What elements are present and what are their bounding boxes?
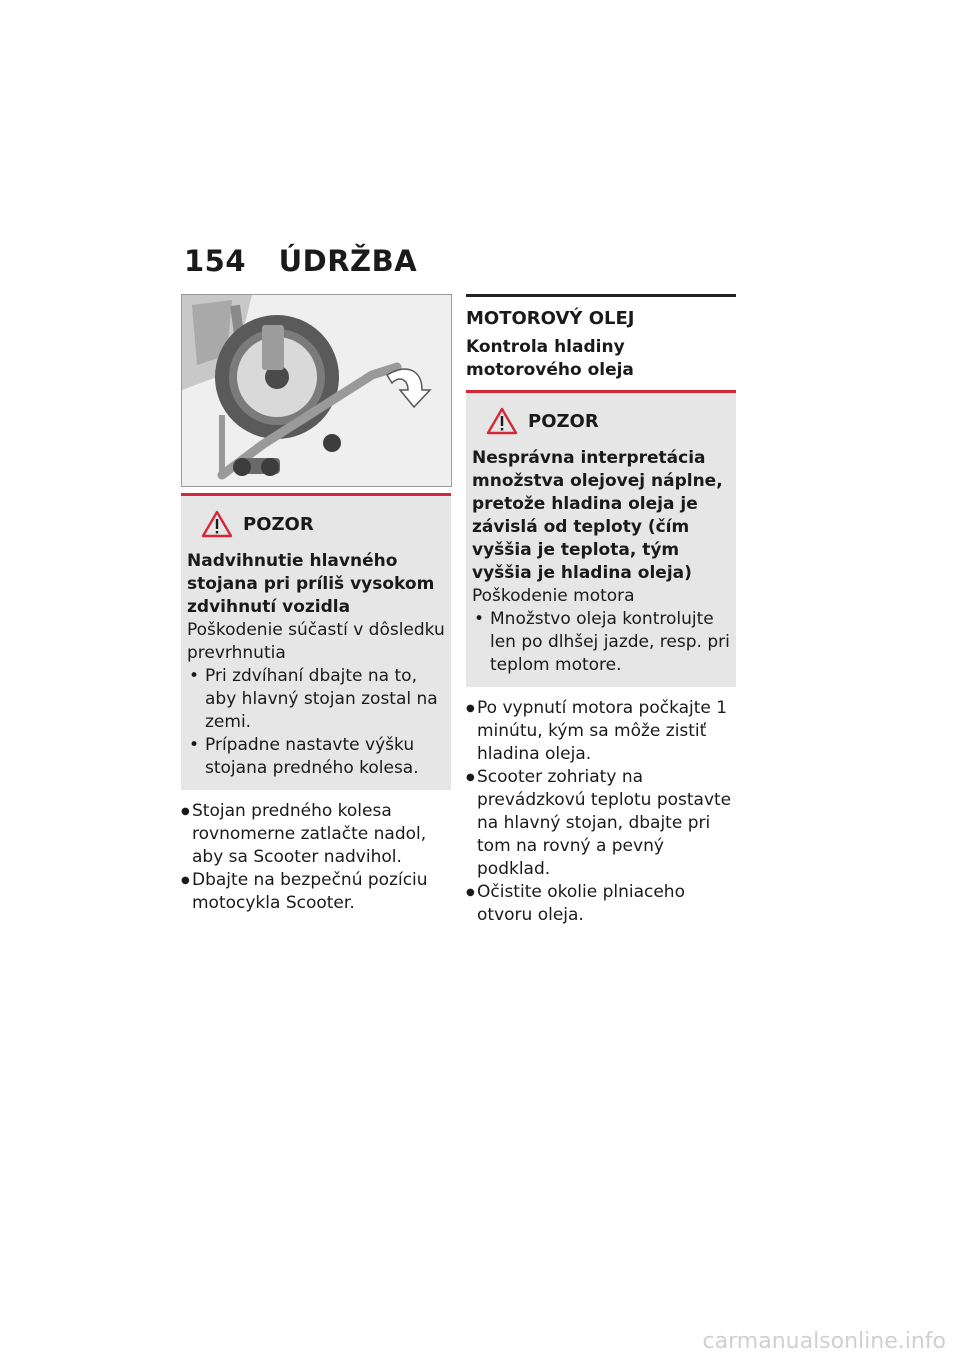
warning-triangle-icon [201,510,233,538]
page-number: 154 [184,244,247,278]
section-title: MOTOROVÝ OLEJ [466,294,736,330]
warning-heading: Nadvihnutie hlavného stojana pri príliš vysokom zdvihnutí vozidla [187,551,435,617]
step-list [181,800,451,915]
warning-title [201,510,445,538]
warning-box-oil [466,390,736,687]
chapter-title: ÚDRŽBA [278,244,418,278]
warning-consequence: Poškodenie motora [472,586,635,606]
step-list [466,697,736,927]
warning-box-stand [181,493,451,790]
warning-heading: Nesprávna interpretácia množstva olejovej náplne, pretože hladina oleja je závislá od teploty (čím vyššia je teplota, tým vyššia je hladina oleja) [472,448,723,583]
scooter-front-wheel-stand-image [182,295,451,486]
list-item: ● Stojan predného kolesa rovnomerne zatlačte nadol, aby sa Scooter nadvihol. [181,800,451,869]
list-item: ● Dbajte na bezpečnú pozíciu motocykla Scooter. [181,869,451,915]
list-item: ● Očistite okolie plniaceho otvoru oleja. [466,881,736,927]
warning-bullet-list [187,665,445,780]
warning-consequence: Poškodenie súčastí v dôsledku prevrhnutia [187,620,445,663]
right-column [466,294,736,927]
warning-bullet: • Pri zdvíhaní dbajte na to, aby hlavný stojan zostal na zemi. [187,665,445,734]
page-header [184,244,417,278]
warning-title [486,407,730,435]
warning-label: POZOR [528,410,599,432]
list-item: ● Po vypnutí motora počkajte 1 minútu, kým sa môže zistiť hladina oleja. [466,697,736,766]
front-stand-illustration [181,294,452,487]
left-column [181,493,451,915]
warning-bullet: • Prípadne nastavte výšku stojana predného kolesa. [187,734,445,780]
watermark-link[interactable]: carmanualsonline.info [702,1329,946,1354]
warning-triangle-icon [486,407,518,435]
warning-bullet: • Množstvo oleja kontrolujte len po dlhšej jazde, resp. pri teplom motore. [472,608,730,677]
list-item: ● Scooter zohriaty na prevádzkovú teplotu postavte na hlavný stojan, dbajte pri tom na rovný a pevný podklad. [466,766,736,881]
warning-bullet-list [472,608,730,677]
subsection-title: Kontrola hladiny motorového oleja [466,337,634,380]
warning-label: POZOR [243,513,314,535]
